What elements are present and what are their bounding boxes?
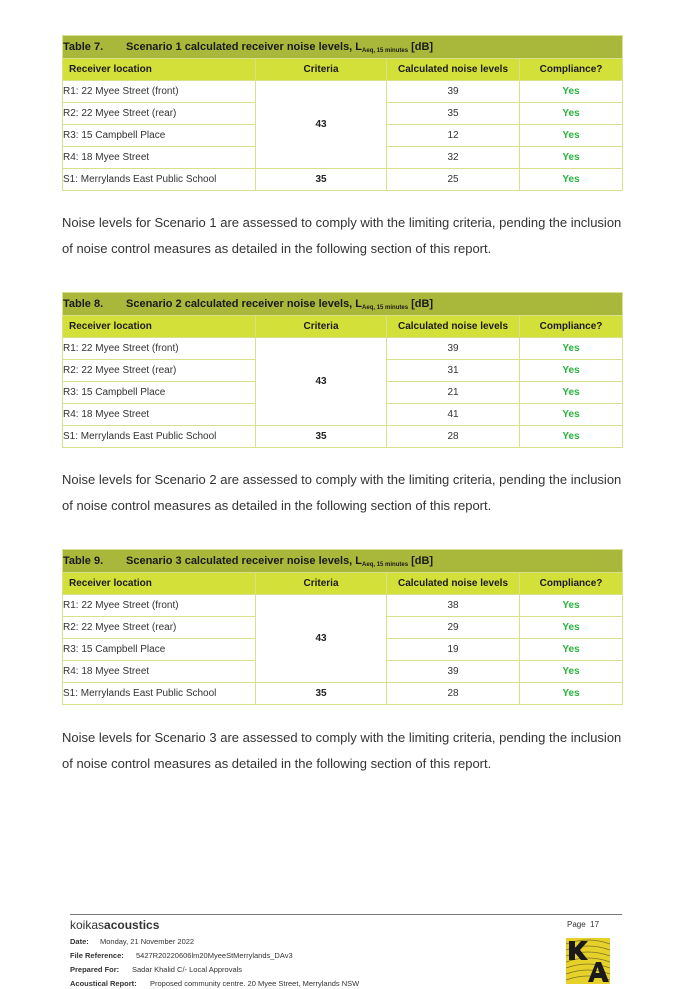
receiver-location: R2: 22 Myee Street (rear) <box>63 103 256 125</box>
noise-level: 35 <box>387 103 520 125</box>
footer-acoustical-report <box>70 979 359 988</box>
compliance-value: Yes <box>520 639 623 661</box>
compliance-value: Yes <box>520 617 623 639</box>
table-row <box>63 81 623 103</box>
noise-level: 21 <box>387 382 520 404</box>
compliance-value: Yes <box>520 125 623 147</box>
table-title-unit: [dB] <box>408 554 434 567</box>
table-header-row <box>63 59 623 81</box>
noise-table-scenario-2 <box>62 292 623 448</box>
page-number-value: 17 <box>590 920 600 929</box>
header-compliance: Compliance? <box>520 316 623 338</box>
brand-wordmark <box>70 918 159 932</box>
compliance-value: Yes <box>520 404 623 426</box>
table-number: Table 9. <box>63 554 104 567</box>
receiver-location: S1: Merrylands East Public School <box>63 683 256 705</box>
noise-level: 39 <box>387 81 520 103</box>
acoustical-report-label: Acoustical Report: <box>70 979 137 988</box>
date-label: Date: <box>70 937 89 946</box>
criteria-value: 35 <box>256 683 387 705</box>
footer-divider <box>70 914 622 915</box>
table-title-subscript: Aeq, 15 minutes <box>362 561 409 568</box>
header-calculated-levels: Calculated noise levels <box>387 59 520 81</box>
header-criteria: Criteria <box>256 316 387 338</box>
table-title-unit: [dB] <box>408 40 434 53</box>
footer-date <box>70 937 194 946</box>
noise-level: 39 <box>387 661 520 683</box>
acoustical-report-value: Proposed community centre. 20 Myee Street, Merrylands NSW <box>150 979 360 988</box>
table-caption <box>63 36 623 59</box>
table-number: Table 8. <box>63 297 104 310</box>
page-label: Page <box>567 920 586 929</box>
noise-table-scenario-1 <box>62 35 623 191</box>
criteria-value: 43 <box>256 81 387 169</box>
compliance-value: Yes <box>520 595 623 617</box>
compliance-value: Yes <box>520 382 623 404</box>
compliance-value: Yes <box>520 426 623 448</box>
compliance-value: Yes <box>520 103 623 125</box>
file-reference-value: 5427R20220606lm20MyeeStMerrylands_DAv3 <box>136 951 293 960</box>
table-row <box>63 338 623 360</box>
table-row <box>63 426 623 448</box>
table-title-subscript: Aeq, 15 minutes <box>362 304 409 311</box>
receiver-location: R4: 18 Myee Street <box>63 147 256 169</box>
receiver-location: R4: 18 Myee Street <box>63 404 256 426</box>
prepared-for-value: Sadar Khalid C/- Local Approvals <box>132 965 243 974</box>
compliance-value: Yes <box>520 683 623 705</box>
table-row <box>63 683 623 705</box>
noise-level: 38 <box>387 595 520 617</box>
compliance-value: Yes <box>520 661 623 683</box>
header-receiver-location: Receiver location <box>63 59 256 81</box>
criteria-value: 43 <box>256 338 387 426</box>
receiver-location: R1: 22 Myee Street (front) <box>63 595 256 617</box>
noise-level: 19 <box>387 639 520 661</box>
prepared-for-label: Prepared For: <box>70 965 120 974</box>
header-receiver-location: Receiver location <box>63 573 256 595</box>
noise-level: 39 <box>387 338 520 360</box>
compliance-value: Yes <box>520 147 623 169</box>
noise-level: 32 <box>387 147 520 169</box>
table-title-unit: [dB] <box>408 297 434 310</box>
header-criteria: Criteria <box>256 59 387 81</box>
page-number <box>567 920 599 929</box>
header-calculated-levels: Calculated noise levels <box>387 573 520 595</box>
table-header-row <box>63 573 623 595</box>
scenario-1-paragraph: Noise levels for Scenario 1 are assessed to comply with the limiting criteria, pending the inclusion of noise control measures as detailed in the following section of this report. <box>62 215 622 256</box>
header-calculated-levels: Calculated noise levels <box>387 316 520 338</box>
footer-prepared-for <box>70 965 242 974</box>
receiver-location: S1: Merrylands East Public School <box>63 169 256 191</box>
noise-table-scenario-3 <box>62 549 623 705</box>
noise-level: 31 <box>387 360 520 382</box>
brand-wordmark-light: koikas <box>70 918 105 932</box>
table-caption <box>63 550 623 573</box>
noise-level: 28 <box>387 683 520 705</box>
table-title-subscript: Aeq, 15 minutes <box>362 47 409 54</box>
compliance-value: Yes <box>520 81 623 103</box>
receiver-location: R3: 15 Campbell Place <box>63 125 256 147</box>
scenario-3-paragraph: Noise levels for Scenario 3 are assessed to comply with the limiting criteria, pending the inclusion of noise control measures as detailed in the following section of this report. <box>62 730 622 771</box>
table-title: Scenario 3 calculated receiver noise levels, L <box>126 554 363 567</box>
compliance-value: Yes <box>520 360 623 382</box>
criteria-value: 35 <box>256 426 387 448</box>
receiver-location: R3: 15 Campbell Place <box>63 639 256 661</box>
table-title: Scenario 1 calculated receiver noise levels, L <box>126 40 363 53</box>
koikas-logo-icon <box>566 938 610 984</box>
receiver-location: S1: Merrylands East Public School <box>63 426 256 448</box>
receiver-location: R1: 22 Myee Street (front) <box>63 81 256 103</box>
scenario-2-paragraph: Noise levels for Scenario 2 are assessed to comply with the limiting criteria, pending the inclusion of noise control measures as detailed in the following section of this report. <box>62 472 622 513</box>
criteria-value: 35 <box>256 169 387 191</box>
header-compliance: Compliance? <box>520 59 623 81</box>
noise-level: 41 <box>387 404 520 426</box>
file-reference-label: File Reference: <box>70 951 124 960</box>
header-compliance: Compliance? <box>520 573 623 595</box>
brand-wordmark-bold: acoustics <box>104 918 160 932</box>
receiver-location: R1: 22 Myee Street (front) <box>63 338 256 360</box>
noise-level: 25 <box>387 169 520 191</box>
criteria-value: 43 <box>256 595 387 683</box>
header-criteria: Criteria <box>256 573 387 595</box>
receiver-location: R2: 22 Myee Street (rear) <box>63 617 256 639</box>
table-number: Table 7. <box>63 40 104 53</box>
footer-file-reference <box>70 951 293 960</box>
compliance-value: Yes <box>520 169 623 191</box>
header-receiver-location: Receiver location <box>63 316 256 338</box>
noise-level: 29 <box>387 617 520 639</box>
receiver-location: R3: 15 Campbell Place <box>63 382 256 404</box>
date-value: Monday, 21 November 2022 <box>100 937 195 946</box>
receiver-location: R2: 22 Myee Street (rear) <box>63 360 256 382</box>
table-header-row <box>63 316 623 338</box>
table-caption <box>63 293 623 316</box>
noise-level: 12 <box>387 125 520 147</box>
table-row <box>63 595 623 617</box>
noise-level: 28 <box>387 426 520 448</box>
table-row <box>63 169 623 191</box>
compliance-value: Yes <box>520 338 623 360</box>
receiver-location: R4: 18 Myee Street <box>63 661 256 683</box>
table-title: Scenario 2 calculated receiver noise levels, L <box>126 297 363 310</box>
